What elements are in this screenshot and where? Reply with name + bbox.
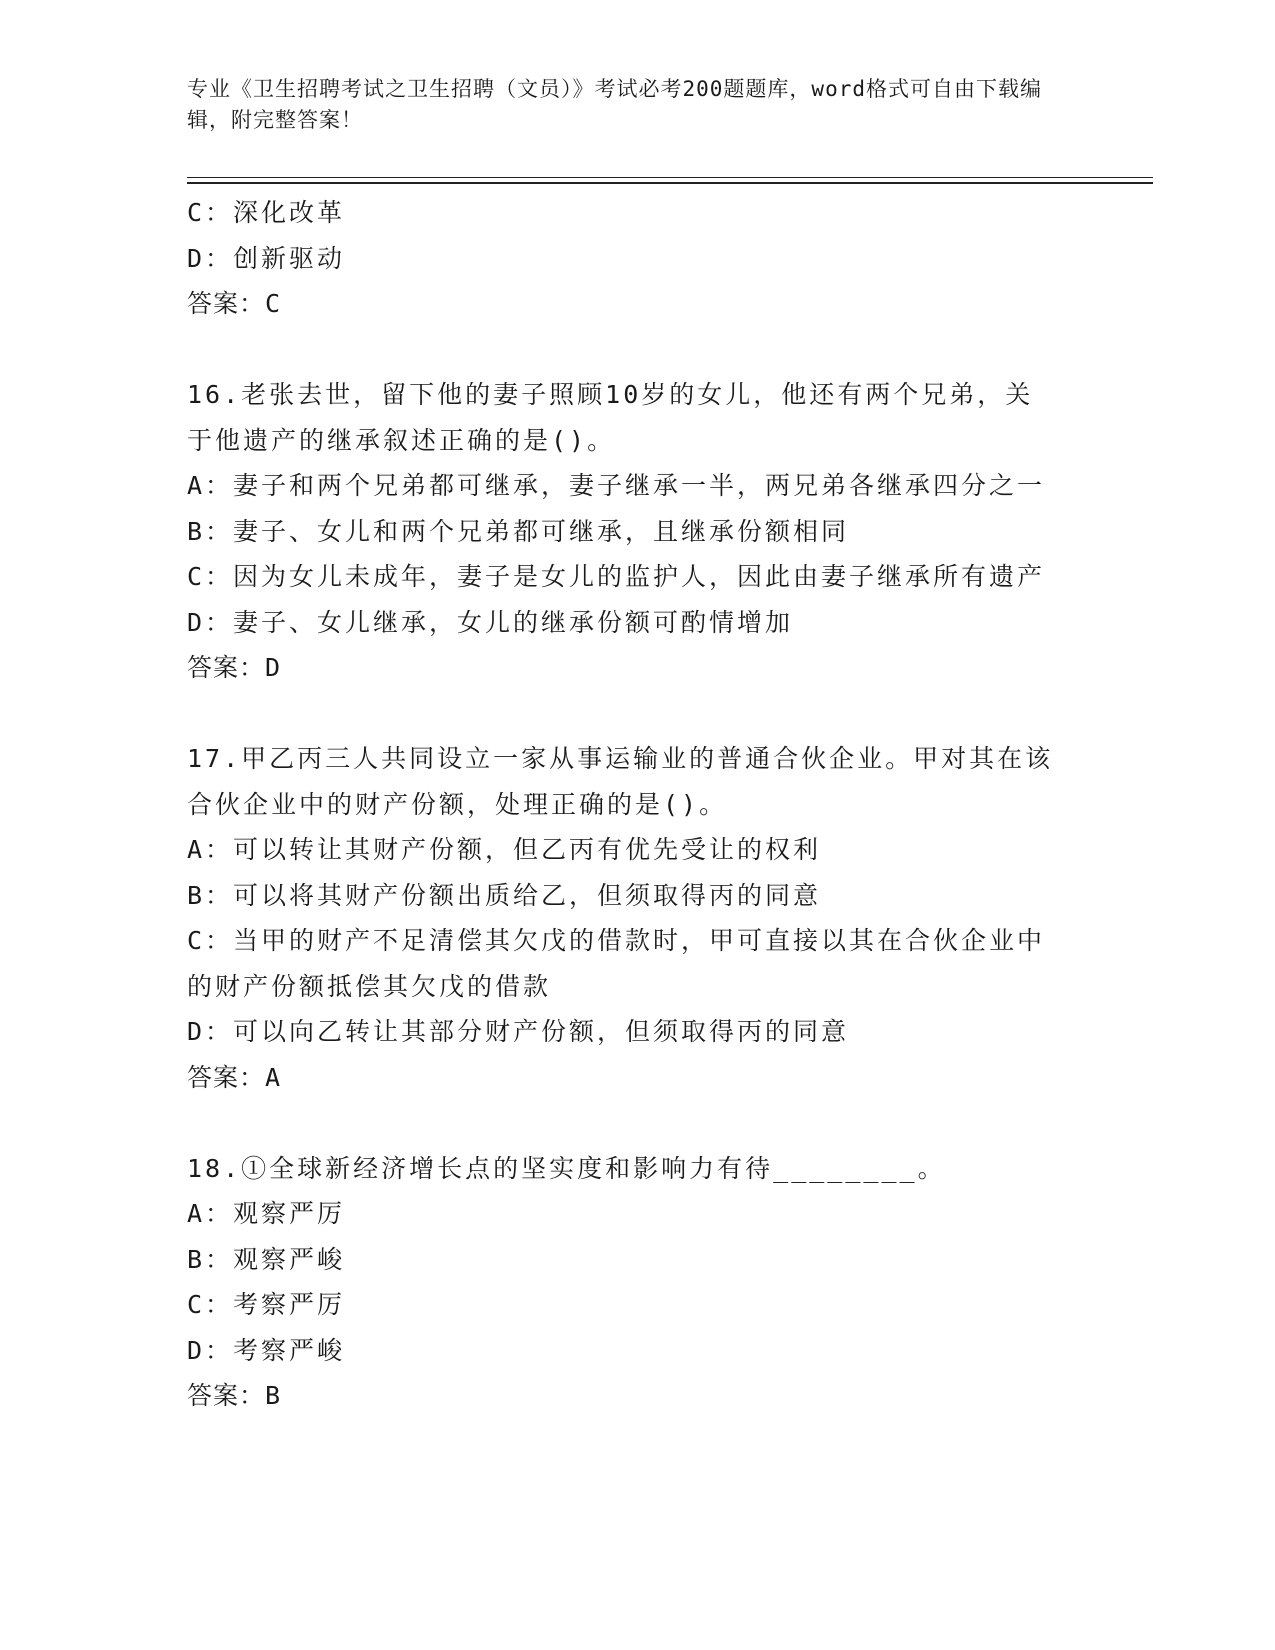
question-17-option-c-cont: 的财产份额抵偿其欠戊的借款 <box>187 971 552 1001</box>
question-18-option-b: B：观察严峻 <box>187 1244 346 1274</box>
header-rule-thick <box>187 182 1153 184</box>
question-16-option-b: B：妻子、女儿和两个兄弟都可继承，且继承份额相同 <box>187 516 850 546</box>
question-18-option-d: D：考察严峻 <box>187 1335 346 1365</box>
question-18-option-c: C：考察严厉 <box>187 1290 346 1319</box>
spacer <box>187 327 1087 373</box>
question-16-answer: 答案：D <box>187 653 282 682</box>
spacer <box>187 1100 1087 1146</box>
question-16-option-d: D：妻子、女儿继承，女儿的继承份额可酌情增加 <box>187 607 794 637</box>
question-17-stem-1: 17.甲乙丙三人共同设立一家从事运输业的普通合伙企业。甲对其在该 <box>187 744 1054 773</box>
question-16-stem-2: 于他遗产的继承叙述正确的是()。 <box>187 425 616 455</box>
question-16-option-a: A：妻子和两个兄弟都可继承，妻子继承一半，两兄弟各继承四分之一 <box>187 471 1046 500</box>
question-18-stem-1: 18.①全球新经济增长点的坚实度和影响力有待________。 <box>187 1153 946 1183</box>
question-17-option-c: C：当甲的财产不足清偿其欠戊的借款时，甲可直接以其在合伙企业中 <box>187 926 1046 955</box>
question-17-option-d: D：可以向乙转让其部分财产份额，但须取得丙的同意 <box>187 1017 850 1046</box>
question-list <box>187 190 1087 1419</box>
question-18-answer: 答案：B <box>187 1381 282 1410</box>
document-header: 专业《卫生招聘考试之卫生招聘（文员）》考试必考200题题库，word格式可自由下载编辑，附完整答案！ <box>187 77 1042 132</box>
question-16-option-c: C：因为女儿未成年，妻子是女儿的监护人，因此由妻子继承所有遗产 <box>187 562 1046 591</box>
answer-line: 答案：C <box>187 289 282 318</box>
question-17-option-b: B：可以将其财产份额出质给乙，但须取得丙的同意 <box>187 880 822 910</box>
option-d: D：创新驱动 <box>187 243 346 273</box>
question-17-option-a: A：可以转让其财产份额，但乙丙有优先受让的权利 <box>187 835 822 864</box>
question-17-answer: 答案：A <box>187 1062 282 1092</box>
header-rule-thin <box>187 177 1153 178</box>
question-18-option-a: A：观察严厉 <box>187 1199 346 1228</box>
question-17-stem-2: 合伙企业中的财产份额，处理正确的是()。 <box>187 789 728 819</box>
question-16-stem-1: 16.老张去世，留下他的妻子照顾10岁的女儿，他还有两个兄弟，关 <box>187 380 1034 409</box>
option-c: C：深化改革 <box>187 198 346 227</box>
spacer <box>187 691 1087 737</box>
